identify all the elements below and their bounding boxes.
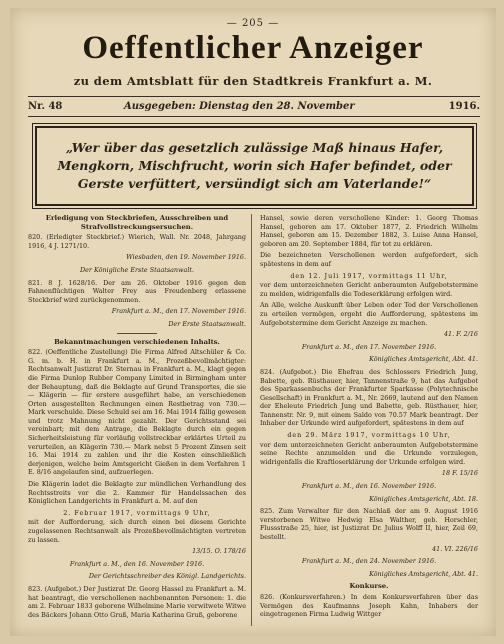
notice-822: 822. (Oeffentliche Zustellung) Die Firma Alfred Altschüler & Co. G. m. b. H. in Frankfurt a. M., Prozeßbevollmächtigter: Rechtsanwalt Justizrat Dr. Sternau in Frankfurt a. M., klagt gegen die Firma Dunlop Rubber Company Limited in Birmingham unter der Behauptung, daß die Beklagte auf Grund Transportes, die sie — Klägerin — für erstere ausgeführt habe, an verschiedenen Orten ausgestellten Rechnungen einen Restbetrag von 730.— Mark verschulde. Diese Schuld sei am 16. Mai 1914 fällig gewesen und trotz Mahnung nicht gezahlt. Der Gerichtsstand sei vereinbart; mit dem Antrage, die Beklagte durch ein gegen Sicherheitsleistung für vorläufig vollstreckbar erklärtes Urteil zu verurteilen, an Klägerin 730.— Mark nebst 5 Prozent Zinsen seit 16. Mai 1914 zu zahlen und ihr die Kosten einschließlich derjenigen, welche beim Amtsgericht Gießen in dem Verfahren 1 E. 8/16 angelaufen sind, aufzuerlegen. [28,348,246,477]
notice-822-place: Frankfurt a. M., den 16. November 1916. [69,559,205,568]
notice-824-reference: 18 F. 15/16 [441,469,478,478]
notice-text [57,139,451,193]
notice-824: 824. (Aufgebot.) Die Ehefrau des Schlossers Friedrich Jung, Babette, geb. Rüsthauer, hier, Tannenstraße 9, hat das Aufgebot des Sparkassenbuchs der Frankfurter Sparkasse (Polytechnische Gesellschaft) in Frankfurt a. M., Nr. 2669, lautend auf den Namen der Eheleute Friedrich Jung und Babette, geb. Rüsthauer, hier, Tannenstr. Nr. 9, mit einem Saldo von 70.57 Mark beantragt. Der Inhaber der Urkunde wird aufgefordert, spätestens in dem auf [260,367,478,428]
issue-bar [28,101,480,115]
newspaper-page [10,8,496,636]
notice-822-summons: Die Klägerin ladet die Beklagte zur mündlichen Verhandlung des Rechtsstreits vor die 2. Kammer für Handelssachen des Königlichen Landgerichts in Frankfurt a. M. auf den [28,480,246,506]
notice-822-reference: 13/15. O. 178/16 [192,547,246,556]
notice-line-3: Gerste verfüttert, versündigt sich am Vaterlande!“ [77,176,432,191]
notice-line-1: „Wer über das gesetzlich zulässige Maß hinaus Hafer, [65,140,444,155]
notice-820-signature: Der Königliche Erste Staatsanwalt. [80,265,194,274]
notice-823-date: den 12. Juli 1917, vormittags 11 Uhr, [290,271,448,280]
notice-box [35,126,474,206]
notice-824-place: Frankfurt a. M., den 16. November 1916. [301,482,437,491]
notice-823-signature: Königliches Amtsgericht, Abt. 41. [369,355,478,364]
notice-823-continued: Hansel, sowie deren verschollene Kinder: 1. Georg Thomas Hansel, geboren am 17. Oktober 1877, 2. Friedrich Wilhelm Hansel, geboren am 15. Dezember 1882, 3. Luise Anna Hansel, geboren am 20. September 1884, für tot zu erklären. [260,214,478,248]
rule-bottom [28,116,480,117]
page-number: — 205 — [226,18,280,29]
notice-line-2: Mengkorn, Mischfrucht, worin sich Hafer befindet, oder [57,158,452,173]
section-heading-warrants: Erledigung von Steckbriefen, Ausschreiben und Strafvollstreckungsersuchen. [45,214,229,231]
section-heading-announcements: Bekanntmachungen verschiedenen Inhalts. [54,337,220,346]
rule-top [28,96,480,97]
notice-823-place: Frankfurt a. M., den 17. November 1916. [301,342,437,351]
notice-823-reference: 41. F. 2/16 [443,330,478,339]
masthead-title: Oeffentlicher Anzeiger [82,30,424,66]
masthead-subtitle: zu dem Amtsblatt für den Stadtkreis Frankfurt a. M. [73,74,433,88]
notice-824-date: den 29. März 1917, vormittags 10 Uhr, [287,431,451,440]
issue-year: 1916. [448,101,480,112]
notice-825-reference: 41. VI. 226/16 [432,544,478,553]
notice-823: 823. (Aufgebot.) Der Justizrat Dr. Georg Hassel zu Frankfurt a. M. hat beantragt, die verschollenen nachbenannten Personen: 1. die am 2. Februar 1833 geborene Wilhelmine Marie verwitwete Witwe des Bäckers Johann Otto Gruß, Maria Katharina Gruß, geborene [28,584,246,619]
notice-822-date: 2. Februar 1917, vormittags 9 Uhr, [63,508,211,517]
notice-826: 826. (Konkursverfahren.) In dem Konkursverfahren über das Vermögen des Kaufmanns Joseph Kahn, Inhabers der eingetragenen Firma Ludwig Wittger [260,592,478,619]
issue-number: Nr. 48 [28,101,63,112]
divider [117,333,157,334]
notice-824-signature: Königliches Amtsgericht, Abt. 18. [369,494,478,503]
notice-822-signature: Der Gerichtsschreiber des Königl. Landgerichts. [88,572,246,581]
notice-825-signature: Königliches Amtsgericht, Abt. 41. [369,569,478,578]
notice-821-place: Frankfurt a. M., den 17. November 1916. [111,307,246,316]
notice-822-request: mit der Aufforderung, sich durch einen bei diesem Gerichte zugelassenen Rechtsanwalt als Prozeßbevollmächtigten vertreten zu lassen. [28,518,246,544]
notice-823-information: An Alle, welche Auskunft über Leben oder Tod der Verschollenen zu erteilen vermögen, ergeht die Aufforderung, spätestens im Aufgebotstermine dem Gericht Anzeige zu machen. [260,301,478,327]
issue-date: Ausgegeben: Dienstag den 28. November [124,101,355,112]
notice-821: 821. 8 J. 1628/16. Der am 26. Oktober 1916 gegen den Fahnenflüchtigen Walter Frey aus Freudenberg erlassene Steckbrief wird zurückgenommen. [28,278,246,304]
notice-825: 825. Zum Verwalter für den Nachlaß der am 9. August 1916 verstorbenen Witwe Hedwig Elsa Walther, geb. Horschler, Flussstraße 25, hier, ist Justizrat Dr. Julius Wolff II, hier, Zeil 69, bestellt. [260,507,478,541]
notice-823-request: Die bezeichneten Verschollenen werden aufgefordert, sich spätestens in dem auf [260,251,478,268]
left-column [28,214,246,622]
notice-820: 820. (Erledigter Steckbrief.) Wierich, Wall. Nr. 2048, Jahrgang 1916, 4 J. 1271/10. [28,233,246,250]
notice-824-warning: vor dem unterzeichneten Gericht anberaumten Aufgebotstermine seine Rechte anzumelden und die Urkunde vorzulegen, widrigenfalls die Kraftloserklärung der Urkunde erfolgen wird. [260,440,478,466]
notice-825-place: Frankfurt a. M., den 24. November 1916. [301,557,437,566]
column-divider [251,214,252,626]
notice-820-place: Wiesbaden, den 19. November 1916. [126,253,246,262]
right-column [260,214,478,622]
notice-821-signature: Der Erste Staatsanwalt. [168,319,246,328]
notice-823-warning: vor dem unterzeichneten Gericht anberaumten Aufgebotstermine zu melden, widrigenfalls die Todeserklärung erfolgen wird. [260,281,478,298]
section-heading-bankruptcies: Konkurse. [349,582,389,591]
